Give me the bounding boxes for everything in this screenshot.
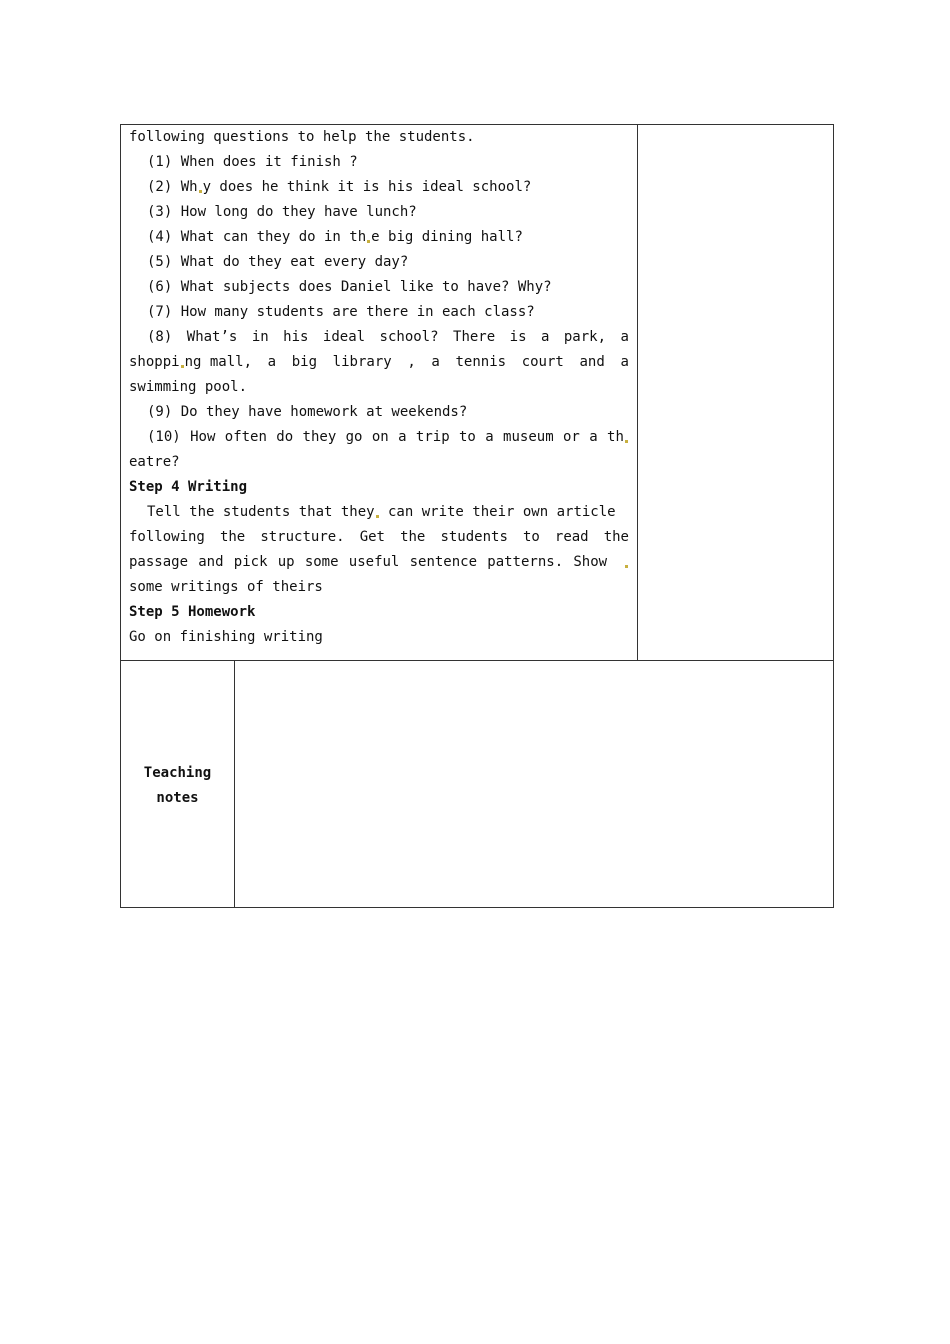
word: tennis xyxy=(455,354,507,370)
word: or xyxy=(563,429,580,445)
question-3: (3) How long do they have lunch? xyxy=(147,204,417,220)
word: to xyxy=(522,529,540,545)
word: his xyxy=(283,329,309,345)
question-8-line-2 xyxy=(129,350,629,375)
text-part: Tell the students that they xyxy=(147,504,375,520)
word: is xyxy=(509,329,527,345)
word: pick xyxy=(233,554,268,570)
word: they xyxy=(302,429,337,445)
edit-mark xyxy=(376,515,379,518)
question-9: (9) Do they have homework at weekends? xyxy=(147,404,468,420)
word: read xyxy=(554,529,589,545)
word: How xyxy=(190,429,216,445)
text-line: following questions to help the students. xyxy=(129,129,475,145)
word: following xyxy=(129,529,205,545)
word: patterns. xyxy=(487,554,564,570)
word xyxy=(129,350,252,375)
word: school? xyxy=(379,329,439,345)
question-10-line-2: eatre? xyxy=(129,454,180,470)
word: sentence xyxy=(409,554,478,570)
word: the xyxy=(219,529,246,545)
step-4-heading: Step 4 Writing xyxy=(129,479,248,495)
word: (8) xyxy=(147,329,173,345)
edit-mark xyxy=(625,440,628,443)
word: a xyxy=(485,429,494,445)
word: park, xyxy=(563,329,607,345)
word: up xyxy=(277,554,295,570)
question-8-line-1 xyxy=(129,325,629,350)
word: some xyxy=(304,554,339,570)
word-part: shoppi xyxy=(129,354,180,370)
word: a xyxy=(540,329,550,345)
word: a xyxy=(589,429,598,445)
step-4-line-4: some writings of theirs xyxy=(129,579,323,595)
step-5-text: Go on finishing writing xyxy=(129,629,323,645)
edit-mark xyxy=(625,565,628,568)
word: court xyxy=(521,354,564,370)
question-6: (6) What subjects does Daniel like to have? Why? xyxy=(147,279,552,295)
table-right-border xyxy=(833,124,834,908)
word: What’s xyxy=(186,329,238,345)
word-part: Show xyxy=(573,554,608,570)
question-2 xyxy=(129,175,629,200)
word: a xyxy=(620,354,629,370)
teaching-notes-label-line-1: Teaching xyxy=(143,765,212,781)
word: and xyxy=(198,554,224,570)
edit-mark xyxy=(181,365,184,368)
word: a xyxy=(431,354,440,370)
question-4-part-b: e big dining hall? xyxy=(371,229,523,245)
word: on xyxy=(371,429,389,445)
word: Get xyxy=(359,529,385,545)
question-2-part-b: y does he think it is his ideal school? xyxy=(202,179,532,195)
question-8-line-3: swimming pool. xyxy=(129,379,248,395)
word: students xyxy=(440,529,508,545)
teaching-notes-label-line-2: notes xyxy=(156,790,199,806)
word: do xyxy=(276,429,294,445)
word: and xyxy=(579,354,605,370)
word: structure. xyxy=(260,529,345,545)
word: museum xyxy=(503,429,554,445)
word xyxy=(607,425,629,450)
word: useful xyxy=(348,554,400,570)
step-4-line-2 xyxy=(129,525,629,550)
word: to xyxy=(459,429,476,445)
word xyxy=(573,550,629,575)
text-part: can write their own article xyxy=(379,504,616,520)
word: There xyxy=(453,329,496,345)
question-1: (1) When does it finish ? xyxy=(147,154,358,170)
question-7: (7) How many students are there in each class? xyxy=(147,304,535,320)
word: trip xyxy=(415,429,450,445)
question-4-part-a: (4) What can they do in th xyxy=(147,229,367,245)
table-bottom-border xyxy=(120,907,834,908)
edit-mark xyxy=(199,190,202,193)
word: a xyxy=(267,354,277,370)
word: a xyxy=(398,429,407,445)
word: the xyxy=(400,529,426,545)
word: library xyxy=(332,354,392,370)
word: often xyxy=(224,429,267,445)
teaching-notes-content-cell[interactable] xyxy=(235,661,833,907)
word: the xyxy=(603,529,629,545)
edit-mark xyxy=(367,240,370,243)
question-2-part-a: (2) Wh xyxy=(147,179,198,195)
word: a xyxy=(620,329,629,345)
word: big xyxy=(291,354,318,370)
word-part: th xyxy=(607,429,624,445)
question-5: (5) What do they eat every day? xyxy=(147,254,409,270)
procedure-cell xyxy=(129,125,629,650)
step-4-line-1 xyxy=(129,500,629,525)
word: (10) xyxy=(147,429,181,445)
word: ideal xyxy=(322,329,366,345)
word-part: ng mall, xyxy=(184,354,253,370)
word: go xyxy=(345,429,363,445)
question-4 xyxy=(129,225,629,250)
teaching-notes-label xyxy=(121,761,234,811)
upper-right-empty-cell xyxy=(638,125,833,660)
word: in xyxy=(251,329,269,345)
question-10-line-1 xyxy=(129,425,629,450)
step-5-heading: Step 5 Homework xyxy=(129,604,256,620)
word: , xyxy=(407,354,416,370)
step-4-line-3 xyxy=(129,550,629,575)
word: passage xyxy=(129,554,189,570)
